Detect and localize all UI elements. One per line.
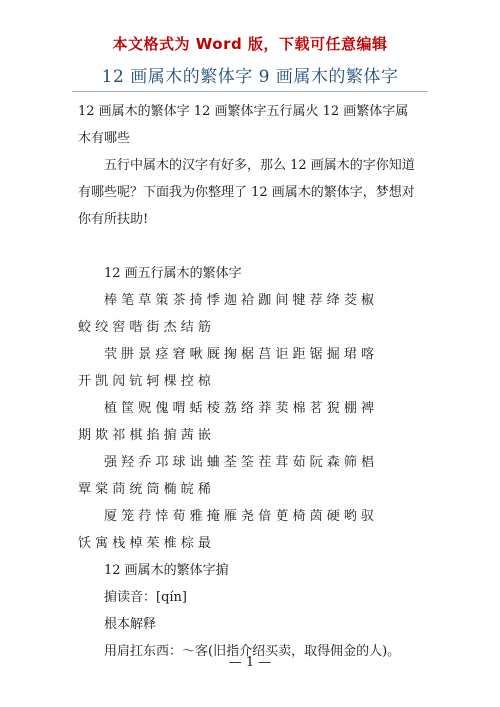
pronunciation-line: 掮读音：[qín]: [104, 590, 187, 605]
paragraph-line-2: 有哪些呢？下面我为你整理了 12 画属木的繁体字，梦想对: [78, 185, 415, 200]
page-number: — 1 —: [228, 655, 272, 670]
sub-heading: 12 画属木的繁体字掮: [104, 563, 229, 578]
char-row: 期 欺 祁 棋 掐 掮 茜 嵌: [78, 428, 211, 443]
char-row: 强 羟 乔 邛 球 诎 蛐 荃 筌 茬 茸 茹 阮 森 筛 椙: [104, 455, 374, 470]
paragraph-line-1: 五行中属木的汉字有好多，那么 12 画属木的字你知道: [104, 158, 415, 173]
char-row: 开 凯 闶 钪 轲 棵 控 椋: [78, 374, 211, 389]
intro-line-2: 木有哪些: [78, 131, 131, 146]
char-row: 覃 棠 茼 统 筒 椭 皖 稀: [78, 482, 211, 497]
section-heading: 12 画五行属木的繁体字: [104, 266, 242, 281]
char-row: 饫 寓 栈 棹 茱 椎 棕 最: [78, 536, 211, 551]
char-row: 茕 肼 景 痉 窘 啾 厩 掬 椐 莒 讵 距 锯 掘 珺 喀: [104, 347, 374, 362]
title-divider: [72, 91, 428, 92]
basic-meaning-label: 根本解释: [104, 617, 157, 632]
intro-line-1: 12 画属木的繁体字 12 画繁体字五行属火 12 画繁体字属: [78, 104, 409, 119]
document-banner: 本文格式为 Word 版，下载可任意编辑: [112, 35, 388, 53]
document-title: 12 画属木的繁体字 9 画属木的繁体字: [101, 67, 399, 87]
paragraph-line-3: 你有所扶助!: [78, 212, 149, 227]
char-row: 植 筐 贶 傀 喟 蛞 棱 荔 络 莽 荬 棉 茗 猊 棚 裨: [104, 401, 374, 416]
char-row: 棒 笔 草 策 茶 掎 悸 迦 袷 跏 间 犍 荐 绛 茭 椒: [104, 293, 374, 308]
document-body: [78, 98, 434, 665]
char-row: 蛟 绞 窖 喈 街 杰 结 筋: [78, 320, 211, 335]
char-row: 厦 笼 荇 悻 荀 雅 掩 雁 尧 偣 茰 椅 茵 硬 哟 驭: [104, 509, 374, 524]
paragraph-spacer: [78, 233, 434, 260]
definition-line: 用肩扛东西：～客(旧指介绍买卖，取得佣金的人)。: [104, 644, 401, 659]
